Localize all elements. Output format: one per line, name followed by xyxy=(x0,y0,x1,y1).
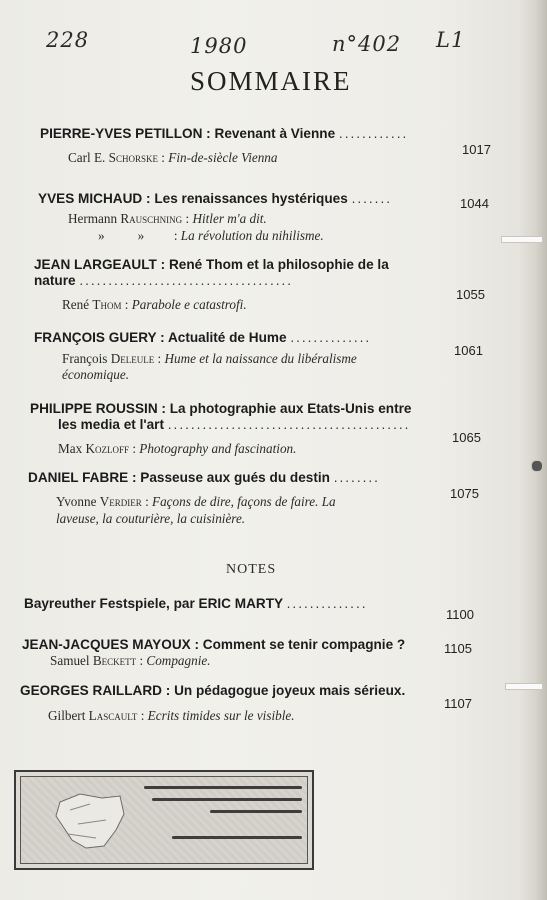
entry-author: GEORGES RAILLARD xyxy=(20,683,162,698)
entry-page-number: 1061 xyxy=(454,343,483,358)
entry-page-number: 1075 xyxy=(450,486,479,501)
handwritten-year: 1980 xyxy=(190,34,248,58)
stamp-map-icon xyxy=(50,790,130,852)
toc-entry-heading: FRANÇOIS GUERY : Actualité de Hume .............. xyxy=(34,330,372,345)
entry-page-number: 1044 xyxy=(460,196,489,211)
entry-author: JEAN-JACQUES MAYOUX xyxy=(22,637,191,652)
entry-reference: Max Kozloff : Photography and fascination. xyxy=(58,441,297,456)
binding-tear xyxy=(505,683,543,690)
entry-title: La photographie aux Etats-Unis entre xyxy=(169,401,412,416)
toc-entry-heading: JEAN LARGEAULT : René Thom et la philosophie de la xyxy=(34,257,389,272)
entry-page-number: 1100 xyxy=(446,607,474,622)
entry-page-number: 1055 xyxy=(456,287,485,302)
entry-reference: René Thom : Parabole e catastrofi. xyxy=(62,297,247,312)
entry-page-number: 1065 xyxy=(452,430,481,445)
entry-page-number: 1017 xyxy=(462,142,491,157)
entry-reference: Hermann Rauschning : Hitler m'a dit. xyxy=(68,211,267,226)
stamp-text-line xyxy=(210,810,302,813)
entry-title: Comment se tenir compagnie ? xyxy=(202,637,406,652)
entry-reference: Gilbert Lascault : Ecrits timides sur le visible. xyxy=(48,708,295,723)
notes-entry-heading: JEAN-JACQUES MAYOUX : Comment se tenir compagnie ? xyxy=(22,637,406,652)
toc-entry-heading: YVES MICHAUD : Les renaissances hystériques ....... xyxy=(38,191,392,206)
leader-dots: ........ xyxy=(333,470,380,485)
entry-title: Revenant à Vienne xyxy=(214,126,336,141)
notes-entry-text: Bayreuther Festspiele, par ERIC MARTY xyxy=(24,596,283,611)
leader-dots: ............ xyxy=(338,126,409,141)
entry-author: JEAN LARGEAULT xyxy=(34,257,157,272)
notes-entry-heading: GEORGES RAILLARD : Un pédagogue joyeux mais sérieux. xyxy=(20,683,406,698)
entry-author: DANIEL FABRE xyxy=(28,470,129,485)
notes-entry-heading xyxy=(24,596,368,611)
leader-dots: .......................................... xyxy=(167,417,411,432)
handwritten-number: 228 xyxy=(46,28,90,52)
toc-entry-heading-cont: nature ..................................... xyxy=(34,273,294,288)
stamp-text-line xyxy=(172,836,302,839)
entry-title: Passeuse aux gués du destin xyxy=(140,470,330,485)
entry-author: PIERRE-YVES PETILLON xyxy=(40,126,203,141)
toc-entry-heading-cont: les media et l'art .......................................... xyxy=(58,417,411,432)
leader-dots: .............. xyxy=(290,330,372,345)
entry-reference: Carl E. Schorske : Fin-de-siècle Vienna xyxy=(68,150,278,165)
toc-entry-heading: PHILIPPE ROUSSIN : La photographie aux Etats-Unis entre xyxy=(30,401,412,416)
notes-heading: NOTES xyxy=(226,562,277,577)
stamp-text-line xyxy=(152,798,302,801)
entry-reference: » » : La révolution du nihilisme. xyxy=(98,228,324,243)
library-stamp xyxy=(14,770,314,870)
entry-title: Un pédagogue joyeux mais sérieux. xyxy=(174,683,406,698)
entry-reference: François Deleule : Hume et la naissance du libéralisme xyxy=(62,351,357,366)
toc-entry-heading: DANIEL FABRE : Passeuse aux gués du destin ........ xyxy=(28,470,380,485)
entry-title: Actualité de Hume xyxy=(167,330,287,345)
handwritten-issue: n°402 xyxy=(332,32,402,56)
binding-hole xyxy=(531,460,543,472)
entry-reference: Samuel Beckett : Compagnie. xyxy=(50,653,211,668)
leader-dots: .............. xyxy=(286,596,368,611)
binding-tear xyxy=(501,236,543,243)
stamp-text-line xyxy=(144,786,302,789)
leader-dots: ....... xyxy=(351,191,392,206)
entry-reference: Yvonne Verdier : Façons de dire, façons de faire. La xyxy=(56,494,336,509)
leader-dots: ..................................... xyxy=(79,273,294,288)
entry-reference-cont: économique. xyxy=(62,367,130,382)
entry-page-number: 1107 xyxy=(444,696,472,711)
page-edge-shadow xyxy=(519,0,547,900)
entry-author: PHILIPPE ROUSSIN xyxy=(30,401,158,416)
entry-title: Les renaissances hystériques xyxy=(154,191,348,206)
entry-author: FRANÇOIS GUERY xyxy=(34,330,157,345)
entry-page-number: 1105 xyxy=(444,641,472,656)
handwritten-code: L1 xyxy=(436,28,466,52)
toc-entry-heading: PIERRE-YVES PETILLON : Revenant à Vienne ............ xyxy=(40,126,409,141)
entry-title: René Thom et la philosophie de la xyxy=(168,257,389,272)
entry-reference-cont: laveuse, la couturière, la cuisinière. xyxy=(56,511,246,526)
entry-author: YVES MICHAUD xyxy=(38,191,143,206)
page-title: SOMMAIRE xyxy=(190,66,352,96)
